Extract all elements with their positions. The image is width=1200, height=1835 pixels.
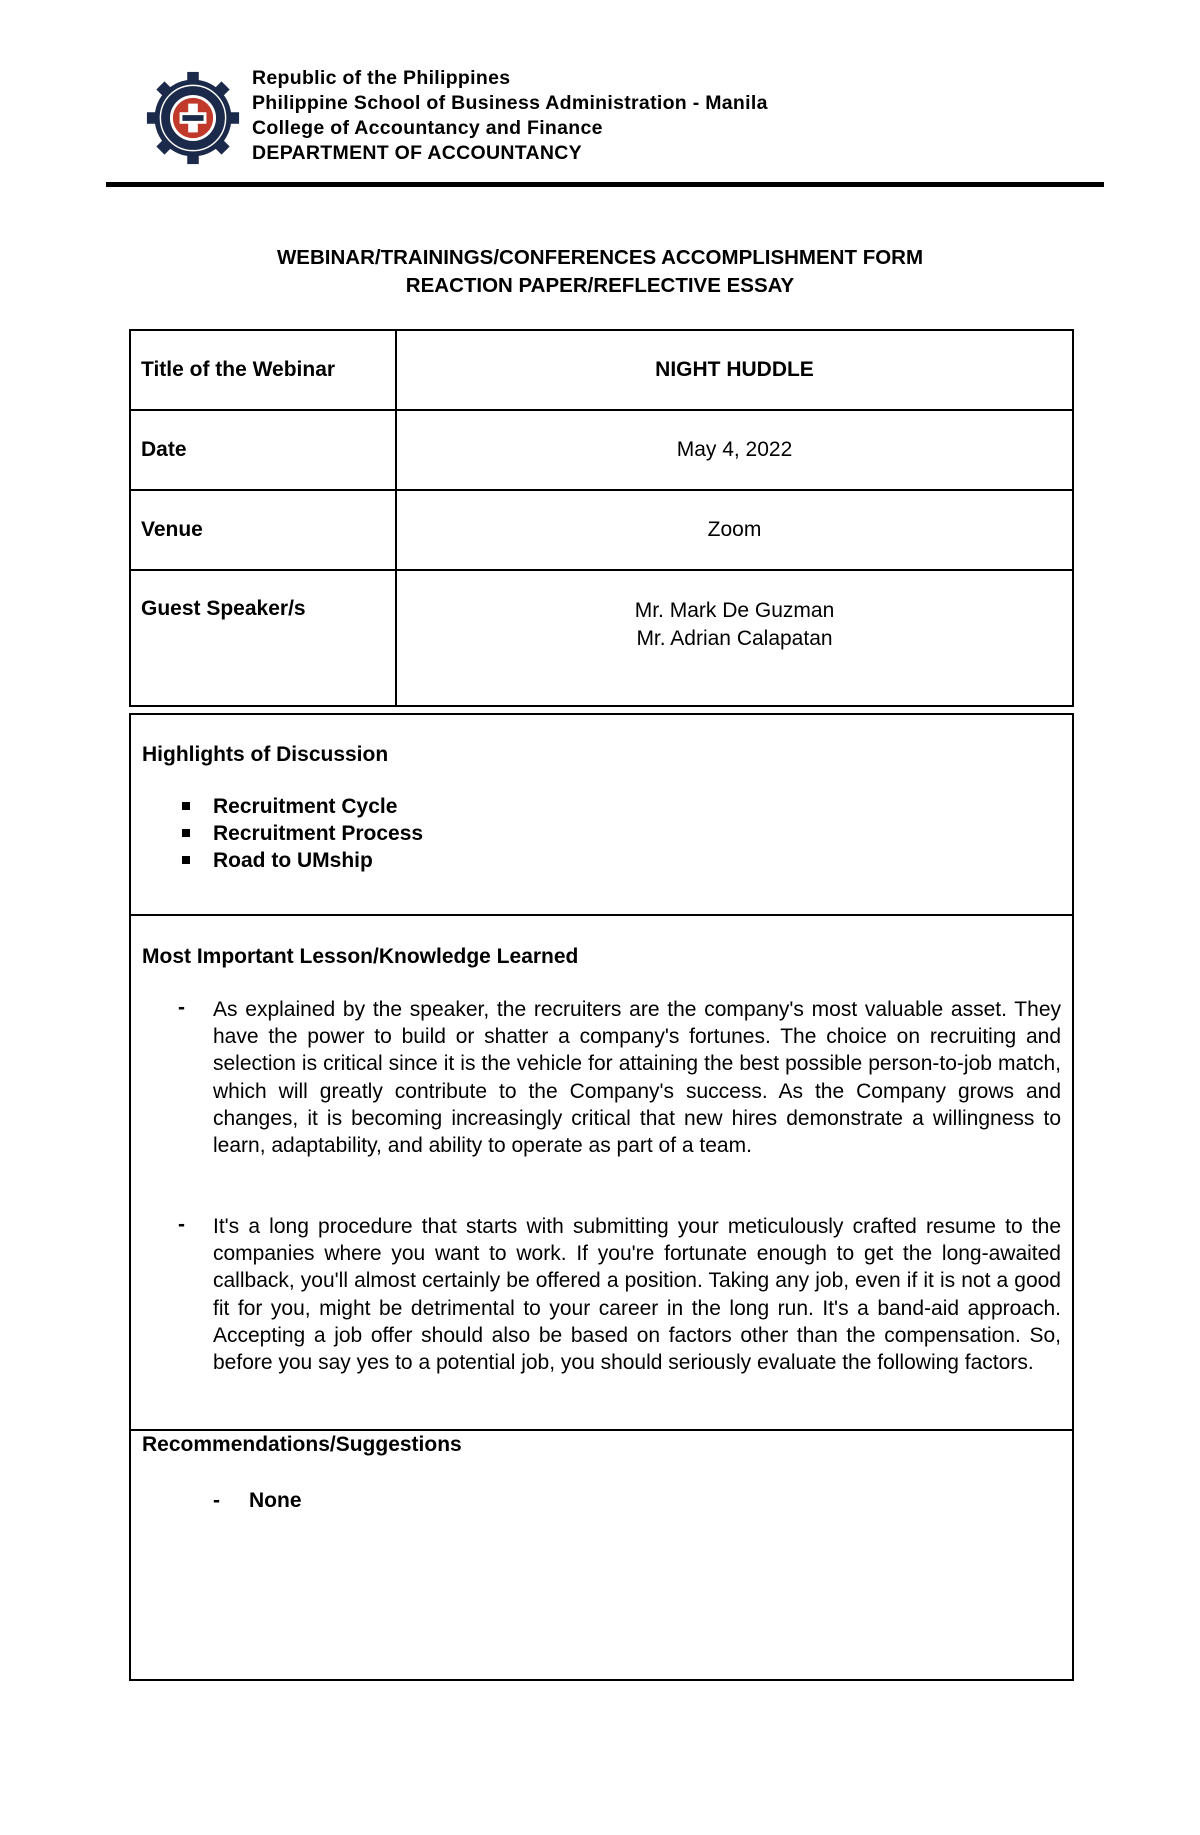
- date-value: May 4, 2022: [396, 410, 1073, 490]
- recommendations-section: [129, 1429, 1074, 1681]
- venue-label: Venue: [130, 490, 396, 570]
- highlights-list: [182, 793, 423, 874]
- school-header: [252, 66, 768, 166]
- speaker-name: Mr. Adrian Calapatan: [636, 627, 833, 650]
- row-date: [130, 410, 1073, 490]
- form-title: [0, 244, 1200, 300]
- form-title-line1: WEBINAR/TRAININGS/CONFERENCES ACCOMPLISHMENT FORM: [276, 246, 924, 269]
- row-speakers: [130, 570, 1073, 706]
- list-item: [182, 820, 423, 847]
- row-venue: [130, 490, 1073, 570]
- square-bullet-icon: [182, 802, 190, 810]
- square-bullet-icon: [182, 856, 190, 864]
- highlight-text: Recruitment Cycle: [213, 795, 398, 818]
- form-title-line2: REACTION PAPER/REFLECTIVE ESSAY: [405, 274, 795, 297]
- header-divider: [106, 182, 1104, 187]
- highlight-text: Road to UMship: [213, 849, 373, 872]
- title-value: NIGHT HUDDLE: [396, 330, 1073, 410]
- venue-value: Zoom: [396, 490, 1073, 570]
- list-item: [182, 793, 423, 820]
- square-bullet-icon: [182, 829, 190, 837]
- highlights-section: [129, 713, 1074, 916]
- header-republic: Republic of the Philippines: [252, 67, 511, 89]
- speaker-name: Mr. Mark De Guzman: [634, 599, 835, 622]
- lesson-paragraph: It's a long procedure that starts with submitting your meticulously crafted resume to the companies where you want to work. If you're fortunate enough to get the long-awaited callback, you'll almost certainly be offered a position. Taking any job, even if it is not a good fit for you, might be detrimental to your career in the long run. It's a band-aid approach. Accepting a job offer should also be based on factors other than the compensation. So, before you say yes to a potential job, you should seriously evaluate the following factors.: [213, 1215, 1061, 1375]
- header-school-name: Philippine School of Business Administration - Manila: [252, 92, 768, 114]
- header-college: College of Accountancy and Finance: [252, 117, 603, 139]
- lessons-heading: Most Important Lesson/Knowledge Learned: [142, 945, 579, 968]
- dash-bullet-icon: -: [178, 996, 185, 1019]
- highlights-heading: Highlights of Discussion: [142, 743, 389, 766]
- dash-bullet-icon: -: [178, 1213, 185, 1236]
- webinar-info-table: [129, 329, 1074, 707]
- speaker-values: [396, 570, 1073, 706]
- dash-bullet-icon: -: [213, 1489, 220, 1512]
- highlight-text: Recruitment Process: [213, 822, 424, 845]
- lesson-paragraph: As explained by the speaker, the recruiters are the company's most valuable asset. They have the power to build or shatter a company's fortunes. The choice on recruiting and selection is critical since it is the vehicle for attaining the best possible person-to-job match, which will greatly contribute to the Company's success. As the Company grows and changes, it is becoming increasingly critical that new hires demonstrate a willingness to learn, adaptability, and ability to operate as part of a team.: [213, 998, 1061, 1158]
- recommendation-text: None: [249, 1489, 302, 1512]
- speaker-label: Guest Speaker/s: [130, 570, 396, 706]
- row-title: [130, 330, 1073, 410]
- lessons-section: [129, 914, 1074, 1431]
- date-label: Date: [130, 410, 396, 490]
- list-item: [182, 847, 423, 874]
- recommendations-heading: Recommendations/Suggestions: [142, 1433, 462, 1456]
- school-logo: [145, 70, 241, 166]
- header-department: DEPARTMENT OF ACCOUNTANCY: [252, 142, 582, 164]
- title-label: Title of the Webinar: [130, 330, 396, 410]
